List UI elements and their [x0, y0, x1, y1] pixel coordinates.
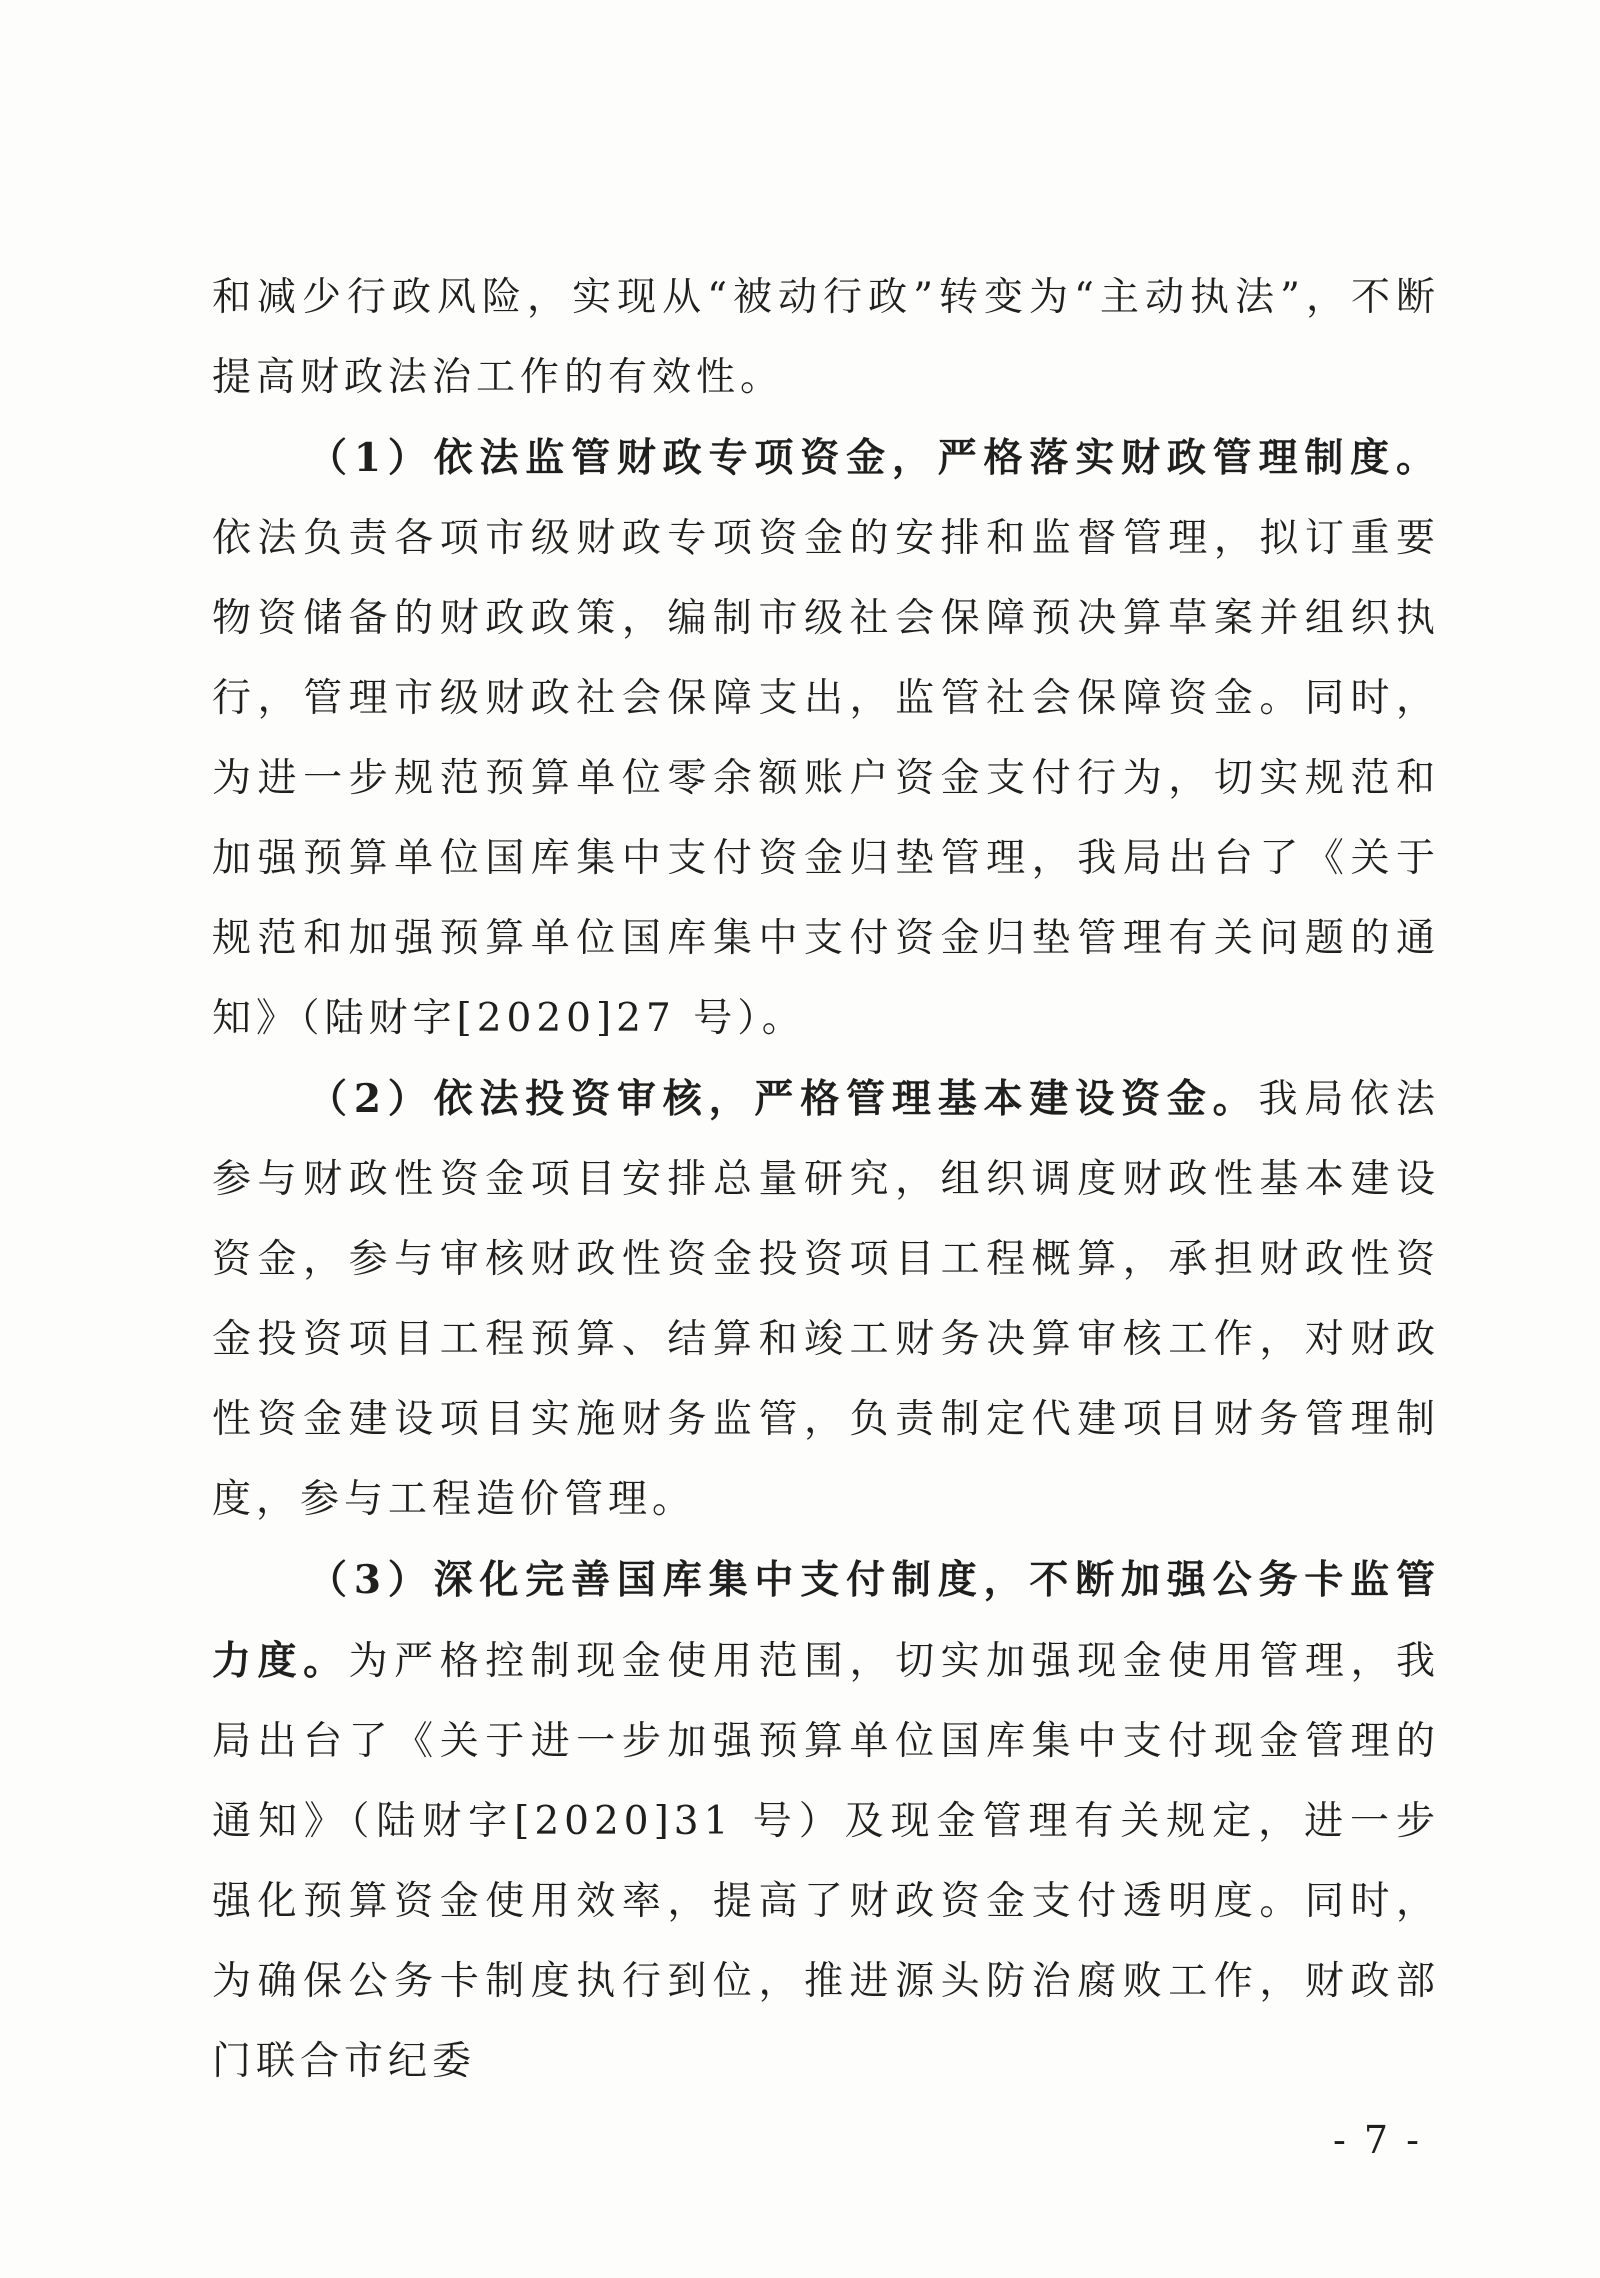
item-3-heading: （3）深化完善国库集中支付制度，不断加强公务卡监管力度。	[212, 1557, 1440, 1684]
page-number: - 7 -	[1332, 2118, 1422, 2162]
item-1-paragraph	[212, 418, 1440, 1059]
item-3-body: 为严格控制现金使用范围，切实加强现金使用管理，我局出台了《关于进一步加强预算单位国库集中支付现金管理的通知》（陆财字[2020]31 号）及现金管理有关规定，进一步强化预算资金使用效率，提高了财政资金支付透明度。同时，为确保公务卡制度执行到位，推进源头防治腐败工作，财政部门联合市纪委	[212, 1639, 1440, 2084]
item-2-body: 我局依法参与财政性资金项目安排总量研究，组织调度财政性基本建设资金，参与审核财政性资金投资项目工程概算，承担财政性资金投资项目工程预算、结算和竣工财务决算审核工作，对财政性资金建设项目实施财务监管，负责制定代建项目财务管理制度，参与工程造价管理。	[212, 1077, 1440, 1522]
item-1-body: 依法负责各项市级财政专项资金的安排和监督管理，拟订重要物资储备的财政政策，编制市级社会保障预决算草案并组织执行，管理市级财政社会保障支出，监管社会保障资金。同时，为进一步规范预算单位零余额账户资金支付行为，切实规范和加强预算单位国库集中支付资金归垫管理，我局出台了《关于规范和加强预算单位国库集中支付资金归垫管理有关问题的通知》（陆财字[2020]27 号）。	[212, 516, 1440, 1041]
item-1-heading: （1）依法监管财政专项资金，严格落实财政管理制度。	[308, 435, 1440, 481]
intro-paragraph: 和减少行政风险，实现从“被动行政”转变为“主动执法”，不断提高财政法治工作的有效性。	[212, 275, 1440, 400]
item-2-paragraph	[212, 1059, 1440, 1540]
item-3-paragraph	[212, 1540, 1440, 2102]
body-text	[212, 258, 1440, 2102]
item-2-heading: （2）依法投资审核，严格管理基本建设资金。	[308, 1076, 1259, 1122]
